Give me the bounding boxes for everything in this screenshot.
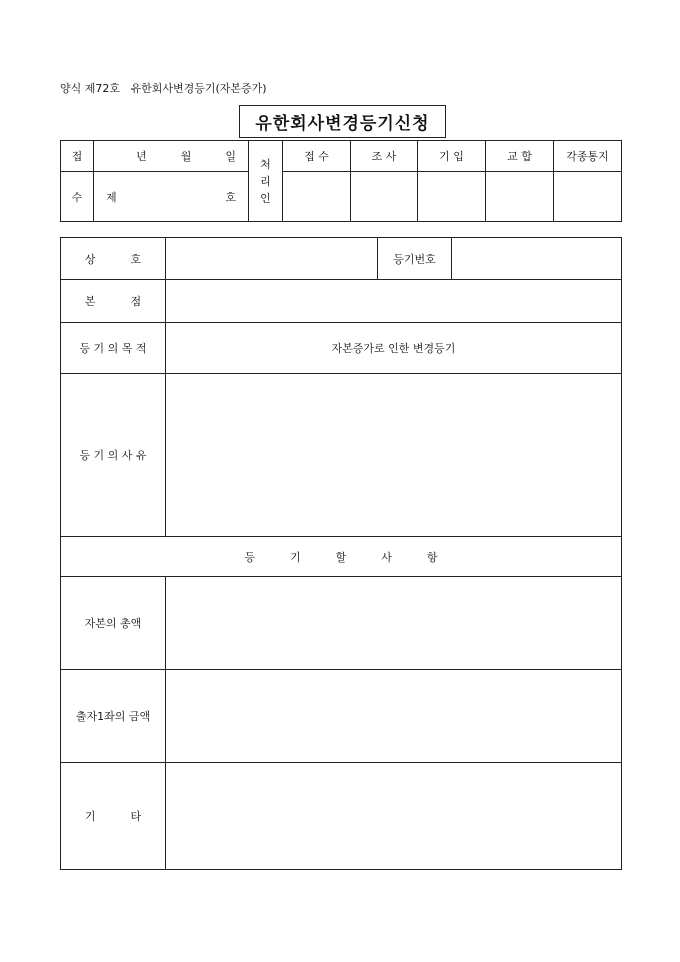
date-month-label: 월 <box>180 150 192 163</box>
notices-signature-cell[interactable] <box>554 172 622 222</box>
date-day-label: 일 <box>225 150 236 163</box>
reception-label-top: 접 <box>61 141 94 172</box>
cause-label: 등 기 의 사 유 <box>61 374 166 537</box>
process-label-cell <box>249 141 283 222</box>
investigation-signature-cell[interactable] <box>351 172 418 222</box>
registration-number-field[interactable] <box>452 238 622 280</box>
other-label: 기 타 <box>61 763 166 870</box>
column-header-entry: 기 입 <box>418 141 486 172</box>
items-header: 등 기 할 사 항 <box>61 537 622 577</box>
column-header-investigation: 조 사 <box>351 141 418 172</box>
head-office-label: 본 점 <box>61 280 166 323</box>
process-label-char: 리 <box>260 174 271 188</box>
column-header-receipt: 접 수 <box>283 141 351 172</box>
other-field[interactable] <box>166 763 622 870</box>
process-label-char: 처 <box>260 157 271 171</box>
date-year-label: 년 <box>136 150 147 163</box>
reception-date-cell[interactable] <box>94 141 249 172</box>
collation-signature-cell[interactable] <box>486 172 554 222</box>
process-label-char: 인 <box>260 191 271 205</box>
column-header-notices: 각종통지 <box>554 141 622 172</box>
purpose-label: 등 기 의 목 적 <box>61 323 166 374</box>
reception-label-bottom: 수 <box>61 172 94 222</box>
trade-name-label: 상 호 <box>61 238 166 280</box>
number-suffix: 호 <box>225 190 236 204</box>
form-title: 유한회사변경등기신청 <box>239 105 446 138</box>
total-capital-field[interactable] <box>166 577 622 670</box>
reception-table <box>60 140 622 222</box>
form-number-label: 양식 제72호 유한회사변경등기(자본증가) <box>60 82 267 95</box>
receipt-signature-cell[interactable] <box>283 172 351 222</box>
reception-number-cell[interactable] <box>94 172 249 222</box>
entry-signature-cell[interactable] <box>418 172 486 222</box>
registration-table <box>60 237 622 870</box>
head-office-field[interactable] <box>166 280 622 323</box>
unit-amount-label: 출자1좌의 금액 <box>61 670 166 763</box>
column-header-collation: 교 합 <box>486 141 554 172</box>
trade-name-field[interactable] <box>166 238 378 280</box>
number-prefix: 제 <box>106 190 117 204</box>
unit-amount-field[interactable] <box>166 670 622 763</box>
cause-field[interactable] <box>166 374 622 537</box>
purpose-value[interactable]: 자본증가로 인한 변경등기 <box>166 323 622 374</box>
registration-number-label: 등기번호 <box>378 238 452 280</box>
total-capital-label: 자본의 총액 <box>61 577 166 670</box>
